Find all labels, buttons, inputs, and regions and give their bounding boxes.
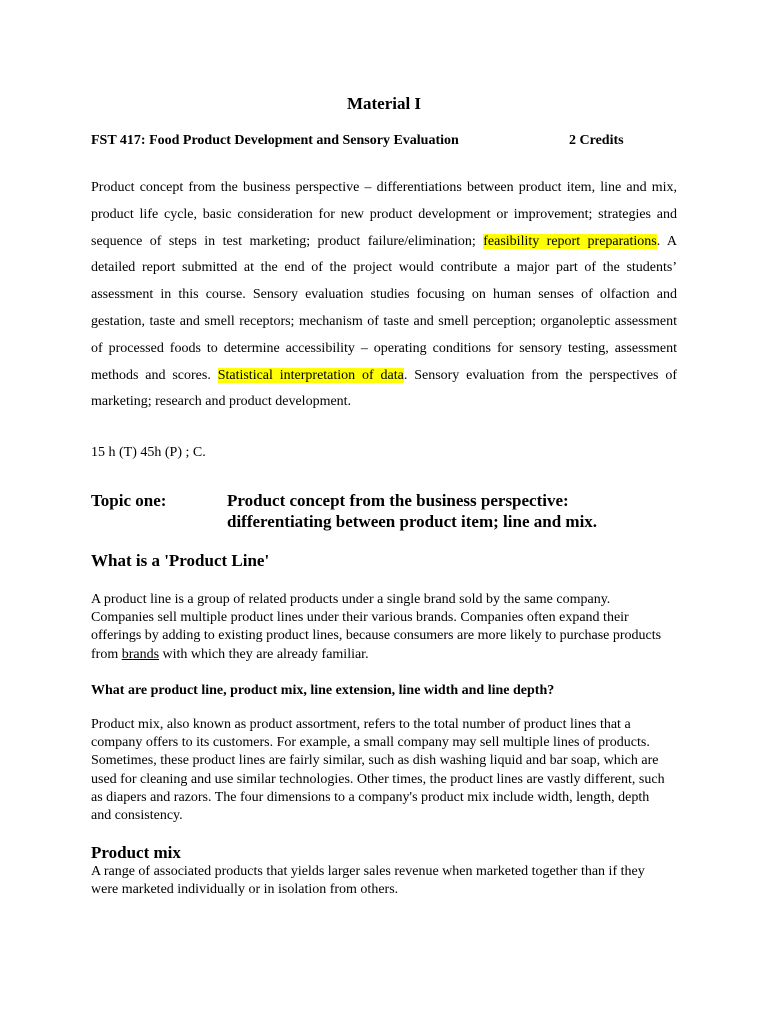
document-title: Material I: [346, 94, 422, 113]
description-part-1: Product concept from the business perspective – differentiations between product item, line and mix, product life cycle, basic consideration for new product development or improvement; strategies and sequence of steps in test marketing; product failure/elimination;: [91, 180, 677, 249]
topic-title: [227, 490, 667, 532]
description-part-3: . Sensory evaluation from the perspectives of marketing; research and product development.: [91, 367, 678, 410]
product-mix-definition-paragraph: Product mix, also known as product assortment, refers to the total number of product lines that a company offers to its customers. For example, a small company may sell multiple lines of products. Sometimes, these product lines are fairly similar, such as dish washing liquid and bar soap, which are used for cleaning and use similar technologies. Other times, the product lines are vastly different, such as diapers and razors. The four dimensions to a company's product mix include width, length, depth and consistency.: [91, 717, 665, 824]
highlight-statistical-interpretation: Statistical interpretation of data: [217, 367, 404, 383]
product-mix-paragraph: A range of associated products that yields larger sales revenue when marketed together than if they were marketed individually or in isolation from others.: [91, 864, 645, 898]
course-description: [91, 175, 677, 416]
product-line-text-1: A product line is a group of related products under a single brand sold by the same company. Companies sell multiple product lines under their various brands. Companies often expand their offerings by adding to existing product lines, because consumers are more likely to purchase products from: [91, 592, 662, 662]
brands-link[interactable]: brands: [121, 646, 160, 662]
description-part-2: . A detailed report submitted at the end of the project would contribute a major part of the students’ assessment in this course. Sensory evaluation studies focusing on human senses of olfaction and gestation, taste and smell receptors; mechanism of taste and smell perception; organoleptic assessment of processed foods to determine accessibility – operating conditions for sensory testing, assessment methods and scores.: [91, 233, 678, 383]
course-hours: 15 h (T) 45h (P) ; C.: [91, 445, 206, 460]
topic-title-line-2: differentiating between product item; line and mix.: [227, 512, 598, 531]
course-header: [91, 132, 691, 150]
product-line-text-2: with which they are already familiar.: [159, 646, 369, 662]
topic-label: Topic one:: [91, 491, 167, 510]
highlight-feasibility-report: feasibility report preparations: [483, 233, 657, 249]
topic-title-line-1: Product concept from the business perspective:: [227, 491, 569, 510]
question-heading: What are product line, product mix, line extension, line width and line depth?: [91, 683, 555, 698]
product-line-heading: What is a 'Product Line': [91, 551, 270, 570]
course-code-title: FST 417: Food Product Development and Sensory Evaluation: [91, 133, 459, 148]
product-mix-heading: Product mix: [91, 843, 181, 862]
product-line-paragraph: [91, 591, 671, 664]
course-credits: 2 Credits: [569, 133, 624, 148]
